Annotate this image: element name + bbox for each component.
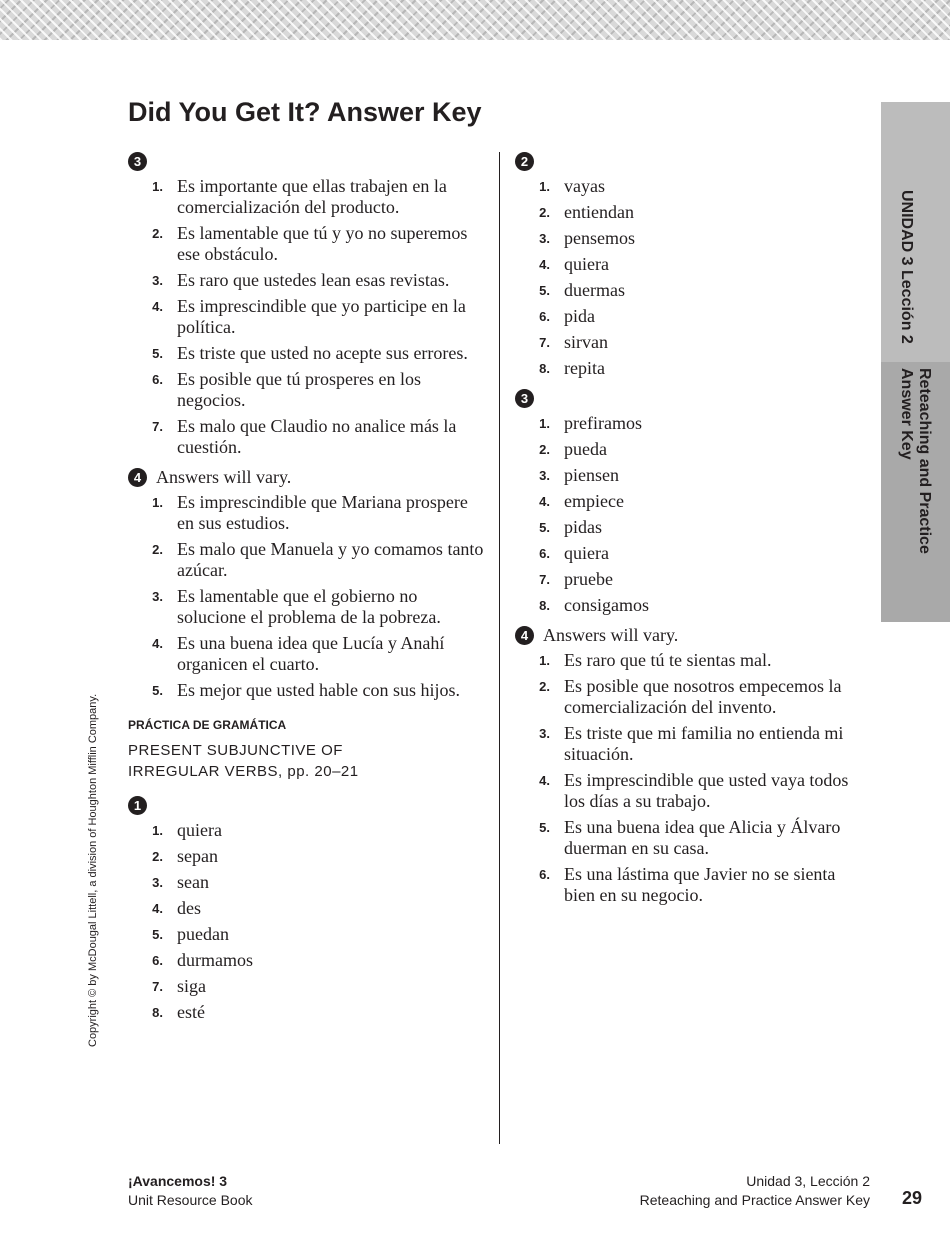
answer-item — [128, 898, 488, 919]
answer-item — [128, 223, 488, 265]
section-note: Answers will vary. — [156, 467, 292, 487]
answer-item — [515, 517, 870, 538]
answer-text: Es posible que nosotros empecemos la comercialización del invento. — [564, 676, 842, 717]
answer-number: 4. — [152, 901, 163, 916]
answer-text: vayas — [564, 176, 605, 196]
answer-number: 6. — [152, 953, 163, 968]
answer-number: 3. — [539, 468, 550, 483]
answer-text: Es imprescindible que usted vaya todos los días a su trabajo. — [564, 770, 849, 811]
section-4-header — [515, 624, 870, 646]
answer-item — [128, 872, 488, 893]
answer-text: pida — [564, 306, 595, 326]
answer-list-right-4 — [515, 650, 870, 906]
section-number-badge: 3 — [515, 389, 534, 408]
answer-list-left-3 — [128, 176, 488, 458]
side-tab-unit — [881, 102, 950, 362]
answer-list-right-3 — [515, 413, 870, 616]
answer-text: duermas — [564, 280, 625, 300]
answer-number: 6. — [539, 309, 550, 324]
answer-number: 2. — [539, 679, 550, 694]
answer-item — [515, 569, 870, 590]
answer-item — [515, 676, 870, 718]
section-4-header — [128, 466, 488, 488]
answer-text: pueda — [564, 439, 607, 459]
answer-item — [515, 413, 870, 434]
answer-number: 3. — [539, 231, 550, 246]
answer-item — [515, 817, 870, 859]
footer-right — [640, 1172, 870, 1210]
grammar-section-label: PRÁCTICA DE GRAMÁTICA — [128, 718, 287, 732]
answer-item — [515, 864, 870, 906]
answer-item — [128, 633, 488, 675]
answer-number: 6. — [152, 372, 163, 387]
answer-text: puedan — [177, 924, 229, 944]
answer-item — [515, 202, 870, 223]
answer-item — [128, 343, 488, 364]
answer-number: 1. — [152, 495, 163, 510]
answer-text: Es importante que ellas trabajen en la comercialización del producto. — [177, 176, 447, 217]
answer-item — [128, 950, 488, 971]
answer-text: Es triste que usted no acepte sus errores. — [177, 343, 468, 363]
answer-text: pruebe — [564, 569, 613, 589]
side-tab-section-label — [897, 368, 933, 554]
answer-item — [515, 280, 870, 301]
footer-unit-lesson: Unidad 3, Lección 2 — [746, 1173, 870, 1189]
answer-number: 1. — [539, 416, 550, 431]
answer-item — [128, 369, 488, 411]
answer-number: 2. — [539, 205, 550, 220]
answer-text: Es lamentable que el gobierno no solucione el problema de la pobreza. — [177, 586, 441, 627]
answer-item — [128, 296, 488, 338]
answer-item — [515, 491, 870, 512]
answer-text: siga — [177, 976, 206, 996]
answer-text: Es malo que Manuela y yo comamos tanto azúcar. — [177, 539, 484, 580]
section-number-badge: 2 — [515, 152, 534, 171]
answer-item — [515, 439, 870, 460]
column-divider — [499, 152, 500, 1144]
section-number-badge: 4 — [128, 468, 147, 487]
section-note: Answers will vary. — [543, 625, 679, 645]
section-3-header — [515, 387, 870, 409]
answer-item — [128, 416, 488, 458]
section-number-badge: 1 — [128, 796, 147, 815]
answer-number: 6. — [539, 867, 550, 882]
answer-item — [128, 924, 488, 945]
section-2-header — [515, 150, 870, 172]
answer-text: Es triste que mi familia no entienda mi situación. — [564, 723, 844, 764]
answer-list-left-4 — [128, 492, 488, 701]
answer-number: 1. — [152, 179, 163, 194]
answer-text: empiece — [564, 491, 624, 511]
copyright-notice: Copyright © by McDougal Littell, a division of Houghton Mifflin Company. — [87, 693, 99, 1047]
answer-number: 4. — [152, 636, 163, 651]
answer-number: 7. — [152, 979, 163, 994]
section-number-badge: 4 — [515, 626, 534, 645]
answer-number: 5. — [152, 927, 163, 942]
answer-item — [128, 680, 488, 701]
answer-number: 1. — [539, 179, 550, 194]
left-column — [128, 150, 488, 1031]
answer-number: 2. — [152, 542, 163, 557]
answer-item — [515, 650, 870, 671]
section-1-header — [128, 794, 488, 816]
answer-number: 2. — [152, 849, 163, 864]
answer-item — [515, 228, 870, 249]
answer-item — [128, 820, 488, 841]
decorative-top-band — [0, 0, 950, 40]
answer-item — [515, 332, 870, 353]
answer-item — [128, 586, 488, 628]
answer-number: 7. — [152, 419, 163, 434]
answer-number: 3. — [152, 589, 163, 604]
answer-number: 1. — [539, 653, 550, 668]
answer-item — [515, 465, 870, 486]
answer-text: Es una lástima que Javier no se sienta bien en su negocio. — [564, 864, 836, 905]
answer-number: 5. — [539, 283, 550, 298]
answer-number: 1. — [152, 823, 163, 838]
answer-number: 4. — [539, 494, 550, 509]
answer-item — [515, 770, 870, 812]
answer-number: 7. — [539, 335, 550, 350]
answer-number: 6. — [539, 546, 550, 561]
answer-number: 4. — [152, 299, 163, 314]
answer-text: quiera — [564, 543, 609, 563]
right-column — [515, 150, 870, 914]
answer-text: Es raro que tú te sientas mal. — [564, 650, 772, 670]
answer-item — [515, 723, 870, 765]
answer-item — [515, 254, 870, 275]
answer-text: Es malo que Claudio no analice más la cuestión. — [177, 416, 457, 457]
answer-item — [128, 539, 488, 581]
section-3-header — [128, 150, 488, 172]
answer-text: pensemos — [564, 228, 635, 248]
answer-item — [515, 306, 870, 327]
answer-item — [128, 492, 488, 534]
answer-item — [515, 595, 870, 616]
answer-text: sirvan — [564, 332, 608, 352]
answer-number: 7. — [539, 572, 550, 587]
answer-number: 8. — [539, 598, 550, 613]
answer-text: repita — [564, 358, 605, 378]
page-title: Did You Get It? Answer Key — [128, 97, 482, 127]
answer-item — [128, 176, 488, 218]
answer-item — [515, 176, 870, 197]
answer-text: quiera — [564, 254, 609, 274]
answer-number: 4. — [539, 773, 550, 788]
side-tab-unit-label: UNIDAD 3 Lección 2 — [898, 190, 915, 344]
answer-text: sepan — [177, 846, 218, 866]
answer-text: prefiramos — [564, 413, 642, 433]
footer-section: Reteaching and Practice Answer Key — [639, 1192, 870, 1208]
answer-number: 3. — [152, 875, 163, 890]
answer-text: piensen — [564, 465, 619, 485]
answer-text: pidas — [564, 517, 602, 537]
answer-text: Es raro que ustedes lean esas revistas. — [177, 270, 450, 290]
footer-book-title: ¡Avancemos! 3 — [128, 1173, 228, 1189]
grammar-section-subtitle: PRESENT SUBJUNCTIVE OF IRREGULAR VERBS, pp. 20–21 — [128, 742, 359, 780]
answer-text: des — [177, 898, 201, 918]
side-tab-section-line-1: Reteaching and Practice — [916, 368, 933, 554]
answer-text: Es lamentable que tú y yo no superemos ese obstáculo. — [177, 223, 468, 264]
side-tab-section-line-2: Answer Key — [898, 368, 915, 460]
section-number-badge: 3 — [128, 152, 147, 171]
answer-text: Es una buena idea que Alicia y Álvaro duerman en su casa. — [564, 817, 841, 858]
footer-left — [128, 1172, 253, 1210]
answer-text: Es posible que tú prosperes en los negocios. — [177, 369, 421, 410]
answer-text: consigamos — [564, 595, 649, 615]
answer-item — [128, 1002, 488, 1023]
answer-text: Es imprescindible que Mariana prospere en sus estudios. — [177, 492, 468, 533]
answer-number: 8. — [152, 1005, 163, 1020]
answer-text: entiendan — [564, 202, 634, 222]
answer-list-left-1 — [128, 820, 488, 1023]
answer-text: Es una buena idea que Lucía y Anahí organicen el cuarto. — [177, 633, 445, 674]
answer-text: Es imprescindible que yo participe en la política. — [177, 296, 466, 337]
page-number: 29 — [902, 1188, 923, 1208]
answer-item — [515, 358, 870, 379]
answer-item — [128, 270, 488, 291]
answer-number: 5. — [539, 820, 550, 835]
answer-number: 2. — [539, 442, 550, 457]
answer-item — [515, 543, 870, 564]
answer-number: 5. — [152, 683, 163, 698]
answer-number: 5. — [152, 346, 163, 361]
answer-number: 3. — [539, 726, 550, 741]
answer-text: sean — [177, 872, 209, 892]
answer-number: 2. — [152, 226, 163, 241]
answer-number: 8. — [539, 361, 550, 376]
answer-number: 3. — [152, 273, 163, 288]
answer-item — [128, 976, 488, 997]
answer-text: Es mejor que usted hable con sus hijos. — [177, 680, 460, 700]
footer-resource: Unit Resource Book — [128, 1192, 253, 1208]
answer-text: esté — [177, 1002, 205, 1022]
answer-text: quiera — [177, 820, 222, 840]
answer-text: durmamos — [177, 950, 253, 970]
answer-number: 5. — [539, 520, 550, 535]
answer-list-right-2 — [515, 176, 870, 379]
answer-number: 4. — [539, 257, 550, 272]
answer-item — [128, 846, 488, 867]
